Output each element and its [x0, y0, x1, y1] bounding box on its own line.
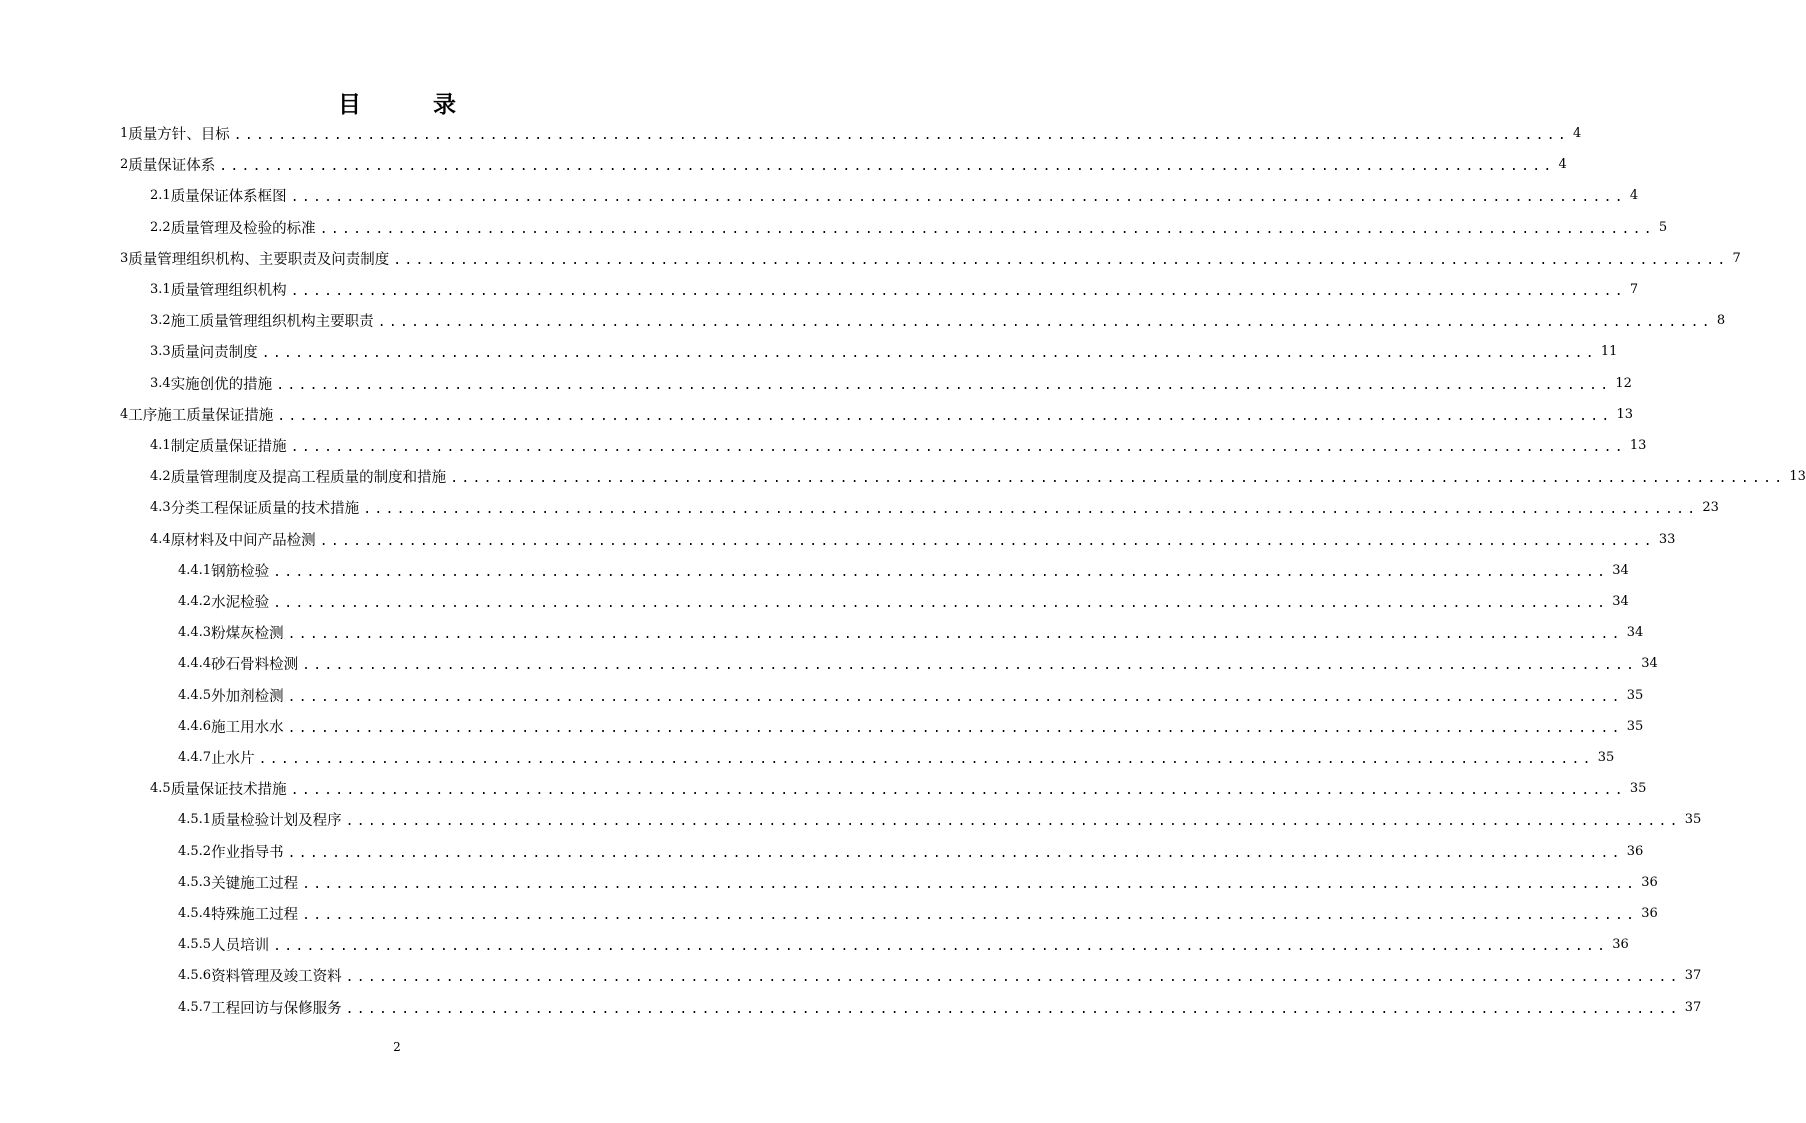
- toc-entry-title: 止水片: [211, 751, 255, 767]
- toc-entry-page: 4: [1572, 126, 1582, 141]
- toc-dot-leader: ........................................................................................................................: [287, 720, 1623, 736]
- toc-entry-title: 工序施工质量保证措施: [128, 407, 274, 424]
- toc-entry-title: 质量管理制度及提高工程质量的制度和措施: [170, 470, 447, 487]
- toc-entry-page: 36: [1626, 843, 1644, 859]
- toc-dot-leader: ........................................................................................................................: [345, 970, 1681, 986]
- toc-dot-leader: ........................................................................................................................: [302, 876, 1638, 892]
- toc-entry-number: 2.2: [150, 219, 171, 235]
- toc-entry-number: 4.4.7: [178, 750, 212, 765]
- toc-entry-number: 4.4.2: [178, 594, 212, 609]
- toc-entry-number: 4.4: [150, 531, 171, 547]
- toc-entry-number: 2: [120, 157, 129, 173]
- toc-entry-number: 1: [120, 126, 129, 141]
- toc-entry-page: 7: [1732, 250, 1741, 266]
- toc-entry-number: 4.5.5: [178, 937, 212, 953]
- toc-entry-title: 钢筋检验: [211, 563, 270, 580]
- toc-entry-page: 37: [1684, 999, 1702, 1015]
- toc-entry-page: 7: [1629, 282, 1639, 297]
- toc-dot-leader: ........................................................................................................................: [258, 752, 1594, 767]
- toc-dot-leader: ........................................................................................................................: [345, 1001, 1681, 1017]
- toc-entry-number: 4.5.3: [178, 874, 212, 890]
- toc-dot-leader: ........................................................................................................................: [287, 845, 1623, 861]
- toc-entry-page: 34: [1626, 625, 1644, 641]
- toc-entry-title: 质量管理组织机构: [170, 283, 287, 299]
- toc-entry-title: 分类工程保证质量的技术措施: [170, 501, 360, 518]
- toc-entry-title: 工程回访与保修服务: [211, 1000, 342, 1017]
- toc-entry-page: 12: [1615, 375, 1632, 391]
- toc-entry-number: 4.2: [150, 469, 171, 485]
- toc-dot-leader: ........................................................................................................................: [276, 377, 1612, 393]
- toc-entry-number: 4.1: [150, 438, 171, 453]
- toc-entry-number: 4.5.1: [178, 812, 212, 828]
- toc-entry-page: 5: [1658, 219, 1668, 235]
- toc-entry-page: 35: [1626, 687, 1644, 703]
- toc-entry-page: 4: [1558, 157, 1567, 173]
- toc-dot-leader: ........................................................................................................................: [393, 252, 1729, 268]
- toc-entry-title: 质量问责制度: [170, 345, 258, 362]
- toc-entry-page: 34: [1641, 656, 1658, 672]
- toc-entry-title: 外加剂检测: [211, 688, 284, 705]
- toc-dot-leader: ........................................................................................................................: [363, 502, 1699, 518]
- toc-entry[interactable]: [178, 648, 1658, 679]
- toc-entry-page: 37: [1684, 968, 1702, 984]
- toc-entry[interactable]: [178, 836, 1644, 867]
- toc-entry-title: 资料管理及竣工资料: [211, 969, 342, 986]
- toc-entry-title: 施工用水水: [211, 719, 284, 736]
- toc-entry-page: 13: [1789, 469, 1806, 485]
- toc-entry-page: 36: [1641, 874, 1658, 890]
- toc-entry-page: 34: [1612, 562, 1629, 578]
- toc-entry[interactable]: [178, 992, 1702, 1023]
- toc-entry-page: 13: [1629, 438, 1647, 453]
- toc-entry-page: 34: [1612, 594, 1629, 609]
- toc-entry-title: 砂石骨料检测: [211, 657, 299, 674]
- toc-entry[interactable]: [150, 212, 1668, 243]
- toc-entry[interactable]: [178, 960, 1702, 991]
- toc-dot-leader: ........................................................................................................................: [290, 284, 1626, 299]
- toc-dot-leader: ........................................................................................................................: [273, 939, 1609, 955]
- toc-entry-title: 施工质量管理组织机构主要职责: [170, 314, 374, 331]
- toc-entry[interactable]: [120, 149, 1567, 180]
- toc-dot-leader: ........................................................................................................................: [233, 128, 1569, 143]
- toc-entry-title: 质量检验计划及程序: [211, 813, 342, 830]
- toc-entry-number: 4.5.4: [178, 906, 212, 921]
- toc-entry[interactable]: [150, 461, 1806, 492]
- toc-entry-title: 特殊施工过程: [211, 907, 299, 923]
- page-number: 2: [393, 1040, 401, 1054]
- toc-entry[interactable]: [120, 243, 1741, 274]
- toc-entry-title: 粉煤灰检测: [211, 626, 284, 643]
- toc-dot-leader: ........................................................................................................................: [302, 908, 1638, 923]
- toc-entry[interactable]: [150, 430, 1647, 461]
- toc-entry-number: 4.4.1: [178, 562, 212, 578]
- toc-entry-page: 11: [1600, 344, 1618, 360]
- toc-entry-number: 4.4.6: [178, 718, 212, 734]
- toc-dot-leader: ........................................................................................................................: [345, 814, 1681, 830]
- toc-entry-title: 实施创优的措施: [170, 376, 273, 393]
- toc-dot-leader: ........................................................................................................................: [290, 783, 1626, 799]
- toc-dot-leader: ........................................................................................................................: [290, 190, 1626, 206]
- toc-entry[interactable]: [178, 929, 1629, 960]
- toc-entry[interactable]: [178, 867, 1658, 898]
- toc-entry-page: 35: [1629, 781, 1647, 797]
- toc-dot-leader: ........................................................................................................................: [302, 658, 1638, 674]
- toc-entry-title: 水泥检验: [211, 595, 270, 611]
- toc-entry-number: 2.1: [150, 188, 171, 204]
- toc-entry[interactable]: [120, 399, 1634, 430]
- toc-entry-title: 质量保证体系框图: [170, 189, 287, 206]
- toc-entry-number: 3: [120, 250, 129, 266]
- toc-dot-leader: ........................................................................................................................: [287, 627, 1623, 643]
- toc-entry-title: 作业指导书: [211, 844, 284, 861]
- toc-title: 目 录: [337, 91, 488, 118]
- toc-entry[interactable]: [150, 305, 1726, 336]
- toc-entry-title: 关键施工过程: [211, 875, 299, 892]
- toc-dot-leader: ........................................................................................................................: [273, 596, 1609, 611]
- toc-entry-number: 4.5.6: [178, 968, 212, 984]
- toc-dot-leader: ........................................................................................................................: [450, 471, 1786, 487]
- toc-entry[interactable]: [150, 180, 1639, 211]
- toc-entry-title: 原材料及中间产品检测: [170, 532, 316, 549]
- toc-entry[interactable]: [178, 898, 1658, 929]
- toc-entry[interactable]: [178, 680, 1644, 711]
- toc-entry-title: 质量管理组织机构、主要职责及问责制度: [128, 251, 390, 268]
- toc-entry-number: 3.3: [150, 344, 171, 360]
- toc-entry-number: 3.2: [150, 313, 171, 329]
- toc-entry[interactable]: [178, 742, 1615, 773]
- toc-entry-page: 8: [1716, 313, 1726, 329]
- toc-entry-number: 4.4.5: [178, 687, 212, 703]
- toc-entry-number: 4.5: [150, 781, 171, 797]
- toc-entry-number: 4.3: [150, 500, 171, 516]
- toc-entry-page: 35: [1597, 750, 1615, 765]
- toc-entry[interactable]: [120, 118, 1582, 149]
- toc-entry[interactable]: [150, 368, 1632, 399]
- toc-entry[interactable]: [178, 555, 1629, 586]
- toc-entry[interactable]: [150, 336, 1618, 367]
- toc-entry[interactable]: [178, 617, 1644, 648]
- toc-entry-title: 质量保证体系: [128, 158, 216, 175]
- toc-dot-leader: ........................................................................................................................: [219, 159, 1555, 175]
- toc-entry-page: 36: [1641, 906, 1658, 921]
- toc-entry-number: 3.4: [150, 375, 171, 391]
- toc-entry-number: 4: [120, 406, 129, 422]
- toc-entry-page: 35: [1684, 812, 1702, 828]
- toc-entry-number: 4.5.2: [178, 843, 212, 859]
- toc-entry-page: 13: [1616, 406, 1634, 422]
- toc-entry-number: 4.4.3: [178, 625, 212, 641]
- toc-entry[interactable]: [178, 804, 1702, 835]
- toc-entry-page: 4: [1629, 188, 1639, 204]
- toc-entry-page: 33: [1658, 531, 1676, 547]
- toc-entry-number: 4.4.4: [178, 656, 212, 672]
- toc-entry-page: 36: [1612, 937, 1629, 953]
- toc-entry[interactable]: [150, 274, 1639, 305]
- toc-dot-leader: ........................................................................................................................: [277, 408, 1613, 424]
- toc-dot-leader: ........................................................................................................................: [287, 689, 1623, 705]
- toc-entry-title: 制定质量保证措施: [170, 439, 287, 455]
- toc-entry-number: 4.5.7: [178, 999, 212, 1015]
- toc-dot-leader: ........................................................................................................................: [319, 221, 1655, 237]
- toc-entry-title: 质量管理及检验的标准: [170, 220, 316, 237]
- toc-dot-leader: ........................................................................................................................: [273, 564, 1609, 580]
- toc-entry-title: 质量保证技术措施: [170, 782, 287, 799]
- toc-entry-page: 23: [1702, 500, 1719, 516]
- toc-entry-number: 3.1: [150, 282, 171, 297]
- toc-entry-title: 人员培训: [211, 938, 270, 955]
- toc-dot-leader: ........................................................................................................................: [290, 440, 1626, 455]
- toc-entry[interactable]: [150, 492, 1719, 523]
- toc-entry[interactable]: [150, 773, 1647, 804]
- toc-dot-leader: ........................................................................................................................: [377, 315, 1713, 331]
- toc-dot-leader: ........................................................................................................................: [261, 346, 1597, 362]
- toc-entry[interactable]: [178, 711, 1644, 742]
- toc-entry-page: 35: [1626, 718, 1644, 734]
- toc-entry[interactable]: [178, 586, 1629, 617]
- toc-entry-title: 质量方针、目标: [128, 127, 230, 143]
- toc-entry[interactable]: [150, 524, 1676, 555]
- toc-dot-leader: ........................................................................................................................: [319, 533, 1655, 549]
